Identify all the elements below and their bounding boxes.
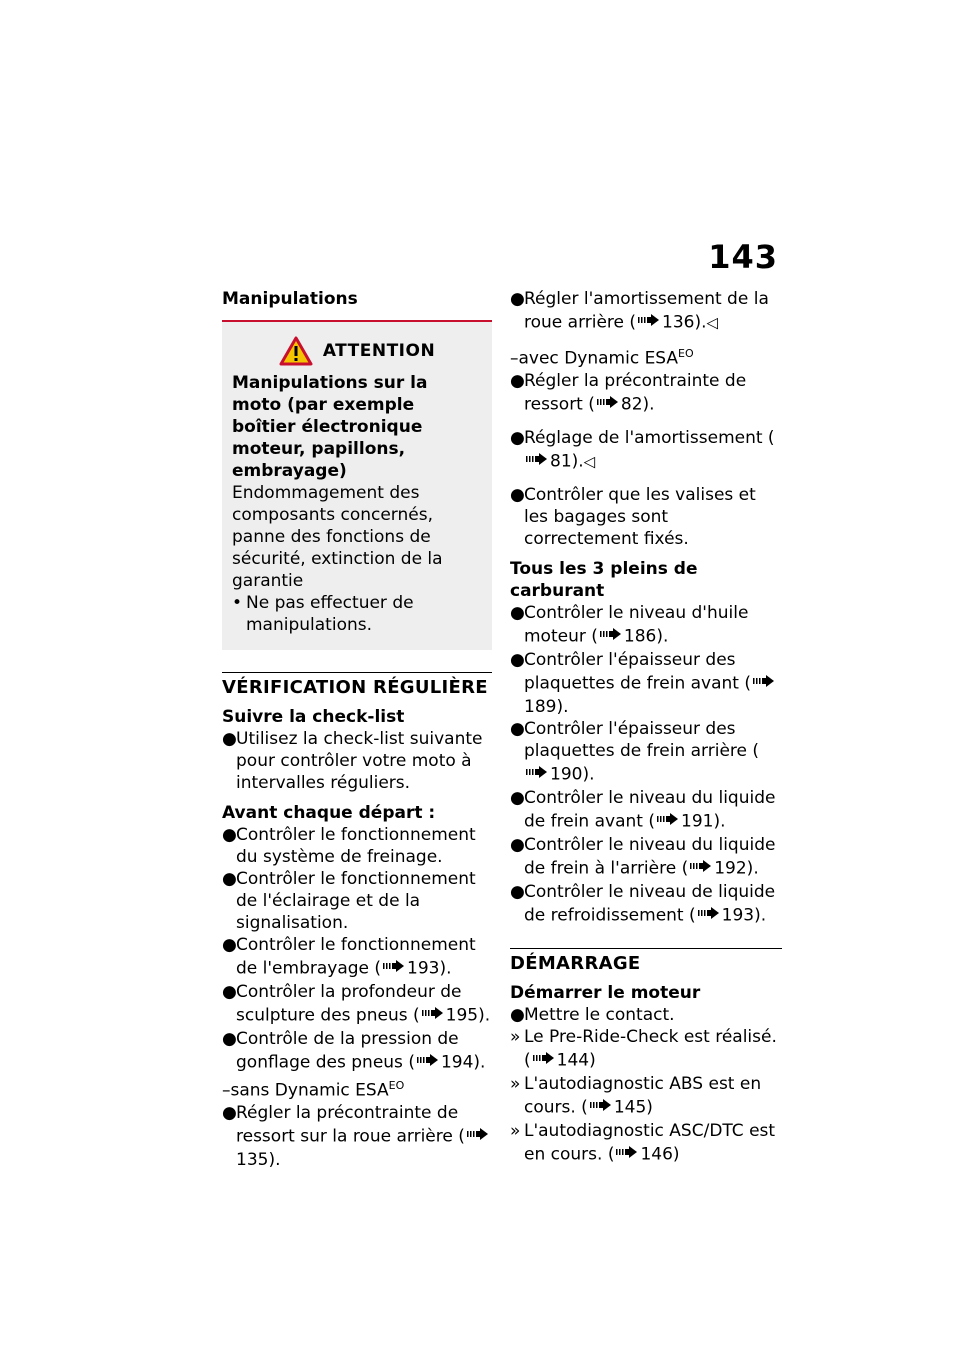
page-reference-icon xyxy=(638,310,660,332)
warning-bold-text: Manipulations sur la moto (par exemple boîtier électronique moteur, papillons, embrayage) xyxy=(232,373,428,481)
page-reference-icon xyxy=(422,1003,444,1025)
page-reference-icon xyxy=(690,856,712,878)
page-reference-icon xyxy=(616,1142,638,1164)
list-item: ● Contrôler que les valises et les bagages sont correctement fixés. xyxy=(510,484,756,549)
list-item: ● Contrôler le niveau du liquide de frein à l'arrière ( 192). xyxy=(510,834,776,879)
list-item: ● Contrôler l'épaisseur des plaquettes de frein arrière (190). xyxy=(510,718,760,785)
left-column xyxy=(222,288,492,1171)
before-departure-title: Avant chaque départ : xyxy=(222,803,436,823)
section-title-start: DÉMARRAGE xyxy=(510,952,641,974)
list-item: ● Mettre le contact. xyxy=(510,1004,675,1025)
right-column xyxy=(510,288,782,1167)
page-reference-icon xyxy=(467,1124,489,1146)
warning-body: Endommagement des composants concernés, panne des fonctions de sécurité, extinction de la garantie xyxy=(232,483,443,591)
condition-without-esa: –sans Dynamic $ESA^{EO}$ xyxy=(222,1079,405,1101)
list-item: ● Régler la précontrainte de ressort ( 82). xyxy=(510,370,747,415)
page-reference-icon xyxy=(383,956,405,978)
end-mark-icon: ◁ xyxy=(583,452,596,471)
list-item: » Le Pre-Ride-Check est réalisé. ( 144) xyxy=(510,1026,777,1071)
list-item: ● Contrôler le niveau du liquide de frein avant ( 191). xyxy=(510,787,776,832)
warning-title: ATTENTION xyxy=(322,341,436,361)
list-item: » L'autodiagnostic ABS est en cours. ( 145) xyxy=(510,1073,762,1118)
fuel-title: Tous les 3 pleins de carburant xyxy=(510,558,698,601)
list-item: ● Contrôler le fonctionnement de l'embrayage ( 193). xyxy=(222,935,476,979)
page-reference-icon xyxy=(657,809,679,831)
warning-box xyxy=(222,322,492,650)
list-item: ● Contrôle de la pression de gonflage des pneus ( 194). xyxy=(222,1029,486,1073)
list-item: » L'autodiagnostic ASC/DTC est en cours. ( 146) xyxy=(510,1120,776,1165)
list-item: ● Contrôler le niveau de liquide de refroidissement ( 193). xyxy=(510,881,776,926)
page-reference-icon xyxy=(417,1050,439,1072)
page-reference-icon xyxy=(698,903,720,925)
checklist-title: Suivre la check-list xyxy=(222,707,405,727)
list-item: ● Contrôler le niveau d'huile moteur ( 186). xyxy=(510,602,749,647)
page-reference-icon xyxy=(590,1095,612,1117)
list-item: ● Réglage de l'amortissement (81).◁ xyxy=(510,427,775,472)
list-item: ● Contrôler le fonctionnement de l'éclairage et de la signalisation. xyxy=(222,869,476,933)
warning-triangle-icon xyxy=(279,336,313,366)
condition-with-esa: –avec Dynamic $ESA^{EO}$ xyxy=(510,347,694,369)
section-rule xyxy=(510,948,782,949)
list-item: ● Régler la précontrainte de ressort sur la roue arrière (135). xyxy=(222,1102,492,1171)
section-title-verification: VÉRIFICATION RÉGULIÈRE xyxy=(222,677,488,698)
list-item: ● Contrôler la profondeur de sculpture des pneus ( 195). xyxy=(222,982,491,1026)
warning-header xyxy=(232,336,482,366)
end-mark-icon: ◁ xyxy=(706,313,719,332)
page-reference-icon xyxy=(526,762,548,784)
manipulations-title: Manipulations xyxy=(222,289,358,309)
page-reference-icon xyxy=(533,1048,555,1070)
list-item: ● Contrôler le fonctionnement du système de freinage. xyxy=(222,825,476,867)
section-rule xyxy=(222,672,492,673)
start-engine-title: Démarrer le moteur xyxy=(510,982,701,1003)
page-number: 143 xyxy=(708,238,778,276)
page-reference-icon xyxy=(600,624,622,646)
list-item: ● Contrôler l'épaisseur des plaquettes de frein avant (189). xyxy=(510,649,782,718)
list-item: ● Utilisez la check-list suivante pour contrôler votre moto à intervalles réguliers. xyxy=(222,729,483,793)
list-item: ● Régler l'amortissement de la roue arrière ( 136).◁ xyxy=(510,289,769,333)
page-reference-icon xyxy=(597,392,619,414)
page-reference-icon xyxy=(526,449,548,471)
page-reference-icon xyxy=(753,671,775,693)
warning-bullet: • Ne pas effectuer de manipulations. xyxy=(232,593,414,635)
